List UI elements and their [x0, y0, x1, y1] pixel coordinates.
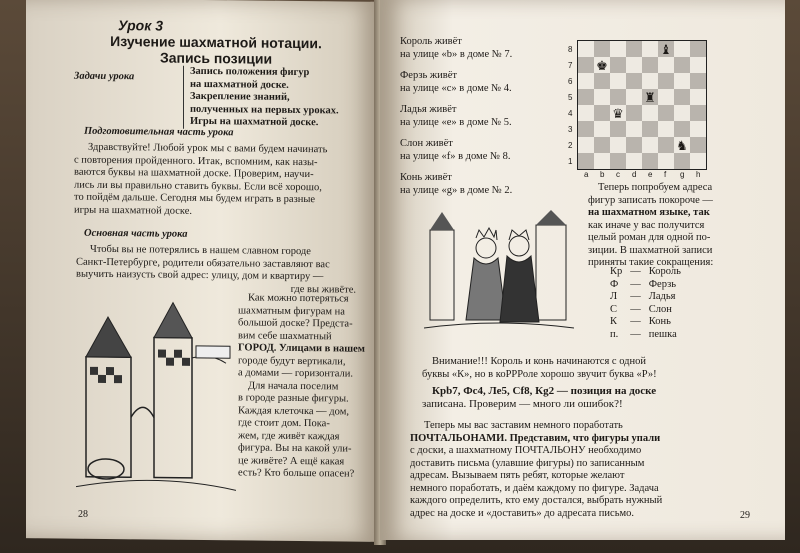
prep-heading: Подготовительная часть урока [84, 125, 234, 139]
text-line: лись ли вы правильно ставить буквы. Если всё хорошо, [74, 179, 322, 193]
text-line: Чтобы вы не потерялись в нашем славном городе [90, 243, 311, 258]
bishop-piece-icon: ♝ [660, 41, 672, 57]
square-a5 [578, 89, 594, 105]
task-line: полученных на первых уроках. [190, 103, 339, 116]
square-a1 [578, 153, 594, 169]
king-piece-icon: ♚ [596, 57, 608, 73]
kings-illustration [424, 210, 574, 335]
text-line: це живёте? А ещё какая [238, 454, 345, 467]
square-g3 [674, 121, 690, 137]
right-page [380, 0, 785, 540]
abbreviation-table [606, 266, 685, 341]
text-line: Как можно потеряться [248, 292, 349, 305]
task-line: Запись положения фигур [190, 65, 310, 79]
square-c6 [610, 73, 626, 89]
text-line: зиции. В шахматной записи [588, 244, 713, 256]
task-line: Игры на шахматной доске. [190, 115, 319, 129]
address-line: Король живёт [400, 36, 462, 47]
abbreviation-name: пешка [648, 328, 677, 340]
text-line: каждого определить, кто ему достался, выбрать нужный [410, 495, 663, 506]
square-a7 [578, 57, 594, 73]
rook-piece-icon: ♜ [644, 89, 656, 105]
dash-separator: — [630, 278, 641, 290]
lesson-number: Урок 3 [118, 17, 164, 34]
square-f6 [658, 73, 674, 89]
abbreviation-name: Ферзь [648, 278, 677, 290]
file-label: f [664, 170, 667, 179]
text-line: вим себе шахматный [238, 329, 332, 342]
text-line: Для начала поселим [248, 379, 339, 392]
text-line: фигур записать покороче — [588, 194, 713, 206]
square-f4 [658, 105, 674, 121]
file-label: b [600, 170, 605, 179]
text-line: то пойдём дальше. Сегодня мы будем играть в разные [74, 191, 316, 206]
abbreviation-code: п. [610, 328, 619, 340]
prep-text [74, 142, 374, 220]
square-e7 [642, 57, 658, 73]
task-line: Закрепление знаний, [190, 90, 290, 103]
main-text-side [238, 292, 378, 481]
title-line-2: Запись позиции [159, 49, 273, 67]
abbreviation-name: Король [648, 266, 681, 277]
page-number: 28 [78, 508, 88, 520]
square-h3 [690, 121, 706, 137]
rank-label: 8 [568, 45, 573, 54]
rank-label: 6 [568, 77, 573, 86]
warning-text [422, 356, 777, 381]
square-g6 [674, 73, 690, 89]
address-line: Ферзь живёт [400, 70, 457, 81]
text-line: адресам. Вызываем пять ребят, которые желают [410, 470, 625, 481]
tasks-heading: Задачи урока [74, 70, 135, 83]
text-line: Теперь попробуем адреса [598, 182, 713, 193]
square-b4 [594, 105, 610, 121]
text-line: Санкт-Петербурге, родители обязательно заставляют вас [76, 256, 330, 270]
square-h7 [690, 57, 706, 73]
text-line: приняты такие сокращения: [588, 257, 714, 268]
abbreviation-name: Конь [648, 316, 671, 327]
text-line: адрес на доске и «доставить» до адресата письмо. [410, 507, 634, 519]
square-b7 [594, 57, 610, 73]
dash-separator: — [630, 303, 641, 315]
rank-label: 4 [568, 109, 573, 118]
text-line: городе будут вертикали, [238, 354, 346, 367]
abbreviation-code: Л [610, 291, 618, 302]
abbreviation-row [606, 304, 685, 317]
square-d6 [626, 73, 642, 89]
square-g5 [674, 89, 690, 105]
square-d3 [626, 121, 642, 137]
text-line: выучить наизусть свой адрес: улицу, дом и квартиру — [76, 268, 324, 283]
square-d5 [626, 89, 642, 105]
square-c3 [610, 121, 626, 137]
square-e2 [642, 137, 658, 153]
file-label: e [648, 170, 653, 179]
text-line: а домами — горизонтали. [238, 367, 353, 380]
text-line: с доски, а шахматному ПОЧТАЛЬОНУ необходимо [410, 445, 642, 456]
text-line: Внимание!!! Король и конь начинаются с одной [432, 356, 646, 367]
notation-line: Крb7, Фс4, Ле5, Сf8, Кg2 — позиция на доске [432, 385, 657, 397]
abbreviation-row [606, 316, 685, 329]
square-a4 [578, 105, 594, 121]
dash-separator: — [630, 328, 641, 340]
dash-separator: — [630, 266, 641, 277]
abbreviation-name: Слон [648, 303, 672, 315]
square-b1 [594, 153, 610, 169]
abbreviation-row [606, 266, 685, 279]
text-line: в городе разные фигуры. [238, 392, 349, 405]
square-d4 [626, 105, 642, 121]
square-a8 [578, 41, 594, 57]
rank-label: 2 [568, 141, 573, 150]
square-h6 [690, 73, 706, 89]
address-line: Конь живёт [400, 172, 452, 183]
square-f2 [658, 137, 674, 153]
square-a3 [578, 121, 594, 137]
text-line: большой доске? Предста- [238, 317, 353, 330]
text-line: есть? Кто больше опасен? [238, 467, 355, 480]
notation-line: записана. Проверим — много ли ошибок?! [422, 398, 623, 410]
address-line: на улице «b» в доме № 7. [400, 48, 513, 60]
task-line: на шахматной доске. [190, 78, 289, 91]
abbreviation-row [606, 329, 685, 342]
text-line: Теперь мы вас заставим немного поработать [424, 420, 623, 431]
address-line: Слон живёт [400, 138, 453, 149]
square-h4 [690, 105, 706, 121]
square-h8 [690, 41, 706, 57]
abbreviation-code: Кр [610, 266, 623, 277]
tasks-list [183, 66, 339, 130]
final-text [410, 420, 778, 520]
text-line: целый роман для одной по- [588, 232, 711, 243]
castle-drawing [76, 297, 236, 499]
address-line: на улице «e» в доме № 5. [400, 116, 512, 128]
square-g1 [674, 153, 690, 169]
square-g2 [674, 137, 690, 153]
square-e4 [642, 105, 658, 121]
square-c2 [610, 137, 626, 153]
square-h1 [690, 153, 706, 169]
square-e3 [642, 121, 658, 137]
square-g8 [674, 41, 690, 57]
square-d1 [626, 153, 642, 169]
square-c1 [610, 153, 626, 169]
square-g7 [674, 57, 690, 73]
text-line: ГОРОД. Улицами в нашем [238, 342, 365, 355]
square-c5 [610, 89, 626, 105]
title-line-1: Изучение шахматной нотации. [110, 33, 322, 52]
city-illustration [76, 297, 236, 499]
square-f1 [658, 153, 674, 169]
square-c4 [610, 105, 626, 121]
main-heading: Основная часть урока [84, 227, 188, 240]
rank-label: 7 [568, 61, 573, 70]
text-line: немного поработать, и даём каждому по фигуре. Задача [410, 482, 659, 494]
text-line: где стоит дом. Пока- [238, 417, 330, 430]
file-label: g [680, 170, 685, 179]
square-b5 [594, 89, 610, 105]
square-b2 [594, 137, 610, 153]
square-h5 [690, 89, 706, 105]
text-line: доставить письма (улавшие фигуры) по записанным [410, 457, 645, 469]
abbreviation-code: Ф [610, 278, 619, 290]
rank-label: 3 [568, 125, 573, 134]
abbreviation-row [606, 279, 685, 292]
text-line: жем, где живёт каждая [238, 429, 340, 442]
text-line: с повторения пройденного. Итак, вспомним, как назы- [74, 154, 318, 168]
file-label: a [584, 170, 589, 179]
page-number: 29 [740, 510, 750, 521]
square-f8 [658, 41, 674, 57]
square-b3 [594, 121, 610, 137]
text-line: на шахматном языке, так [588, 207, 710, 218]
square-a6 [578, 73, 594, 89]
address-line: на улице «f» в доме № 8. [400, 150, 511, 162]
text-line: буквы «К», но в коРРРоле хорошо звучит буква «Р»! [422, 368, 657, 380]
address-line: на улице «g» в доме № 2. [400, 184, 513, 196]
queen-piece-icon: ♛ [612, 105, 624, 121]
square-b6 [594, 73, 610, 89]
square-d2 [626, 137, 642, 153]
address-line: Ладья живёт [400, 104, 457, 115]
square-d7 [626, 57, 642, 73]
text-line: Каждая клеточка — дом, [238, 404, 349, 418]
notation-text [422, 385, 777, 411]
square-h2 [690, 137, 706, 153]
text-line: ваются буквы на шахматной доске. Проверим, научи- [74, 166, 314, 181]
left-page [26, 0, 380, 542]
lesson-title [66, 17, 366, 68]
abbreviation-row [606, 291, 685, 304]
abbreviation-code: К [610, 316, 618, 327]
text-line: ПОЧТАЛЬОНАМИ. Представим, что фигуры упали [410, 432, 661, 444]
chess-board [577, 40, 707, 170]
main-text-top [76, 244, 376, 297]
square-f3 [658, 121, 674, 137]
square-a2 [578, 137, 594, 153]
square-g4 [674, 105, 690, 121]
file-label: h [696, 170, 701, 179]
text-line: игры на шахматной доске. [74, 204, 193, 217]
file-label: d [632, 170, 637, 179]
text-line: фигура. Вы на какой ули- [238, 442, 352, 455]
square-e6 [642, 73, 658, 89]
intro-text [588, 182, 778, 270]
square-e1 [642, 153, 658, 169]
text-line: Здравствуйте! Любой урок мы с вами будем начинать [88, 141, 328, 156]
square-e5 [642, 89, 658, 105]
dash-separator: — [630, 316, 641, 327]
square-c7 [610, 57, 626, 73]
dash-separator: — [630, 291, 641, 302]
square-e8 [642, 41, 658, 57]
abbreviation-code: С [610, 303, 618, 315]
royal-figures-drawing [424, 210, 574, 335]
text-line: шахматным фигурам на [238, 304, 345, 317]
rank-label: 5 [568, 93, 573, 102]
piece-addresses [400, 36, 573, 197]
square-c8 [610, 41, 626, 57]
text-line: где вы живёте. [290, 283, 356, 296]
address-line: на улице «c» в доме № 4. [400, 82, 512, 94]
file-label: c [616, 170, 620, 179]
square-d8 [626, 41, 642, 57]
square-f5 [658, 89, 674, 105]
square-f7 [658, 57, 674, 73]
knight-piece-icon: ♞ [676, 137, 688, 153]
rank-label: 1 [568, 157, 573, 166]
square-b8 [594, 41, 610, 57]
abbreviation-name: Ладья [648, 291, 676, 302]
text-line: как иначе у вас получится [588, 219, 705, 231]
